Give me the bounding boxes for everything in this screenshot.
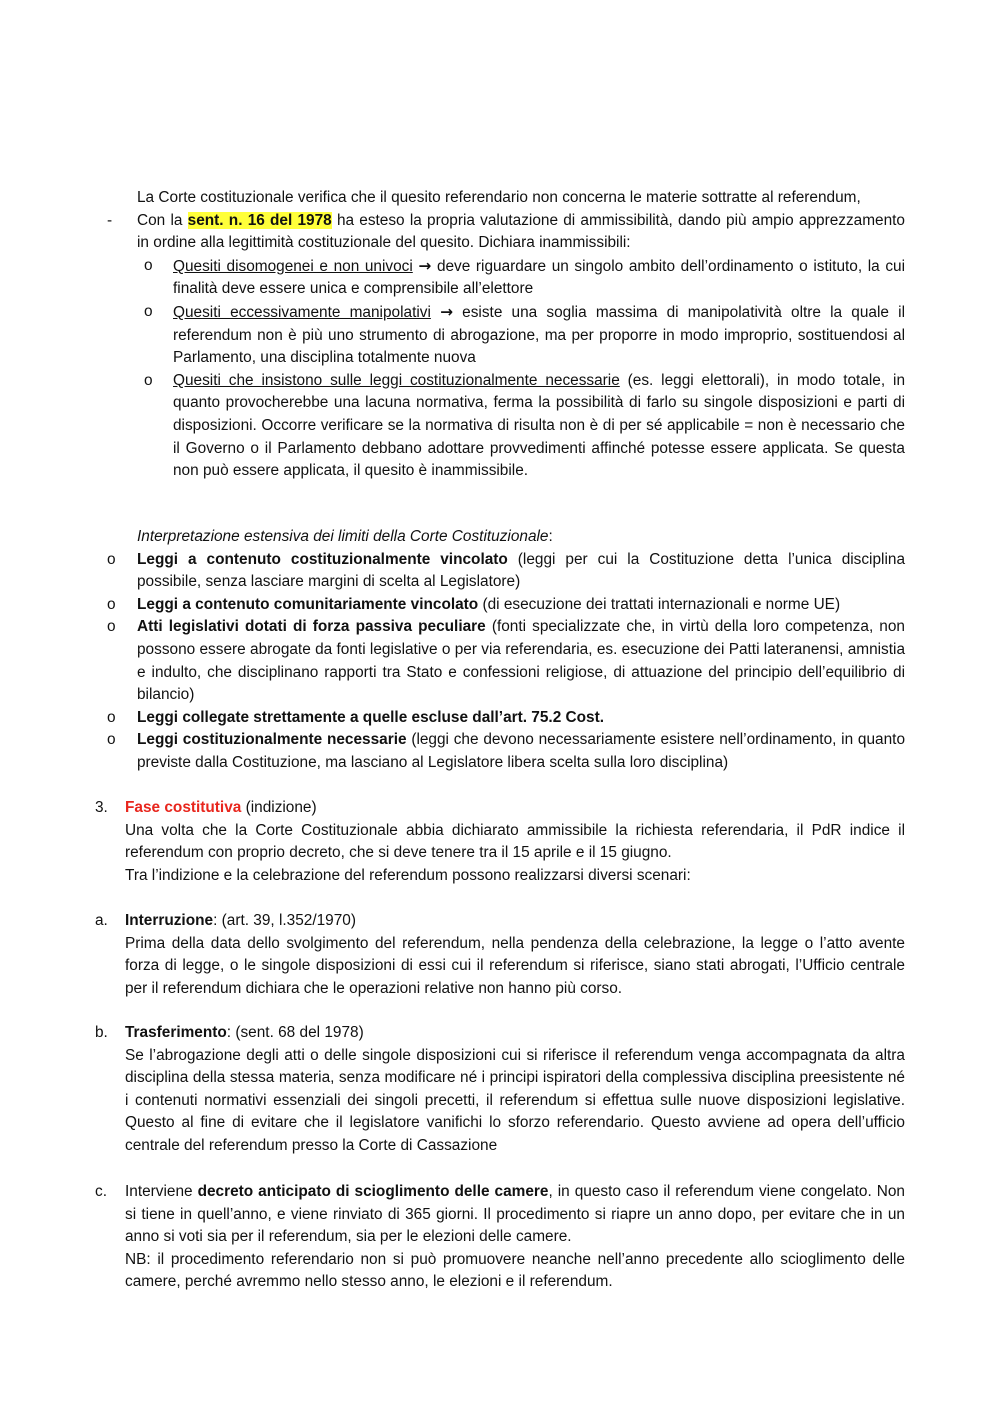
circle-bullet: o xyxy=(107,595,116,613)
scenario-text: Prima della data dello svolgimento del referendum, nella pendenza della celebrazione, la legge o l’atto avente forza di legge, o le singole disposizioni di essi cui il referendum si riferisce, siano stati abrogati, l’Ufficio centrale per il referendum dichiara che le operazioni relative non hanno più corso. xyxy=(125,934,905,997)
list-item-limite: o Leggi a contenuto costituzionalmente vincolato (leggi per cui la Costituzione detta l’unica disciplina possibile, senza lasciare margini di scelta al Legislatore) xyxy=(107,550,905,591)
scenario-text: Se l’abrogazione degli atti o delle singole disposizioni cui si riferisce il referendum venga accompagnata da altra disciplina della stessa materia, senza modificare né i principi ispiratori della complessiva disciplina preesistente né i contenuti normativi essenziali dei singoli precetti, il referendum si effettua sulle nuove disposizioni legislative. Questo al fine di evitare che il legislatore vanifichi lo sforzo referendario. Questo avviene ad opera dell’ufficio centrale del referendum presso la Corte di Cassazione xyxy=(125,1046,905,1154)
list-item-quesito: o Quesiti disomogenei e non univoci → deve riguardare un singolo ambito dell’ordinamento o istituto, la cui finalità deve essere unica e comprensibile all’elettore xyxy=(144,256,905,298)
dash-bullet: - xyxy=(107,211,113,229)
circle-bullet: o xyxy=(144,256,153,274)
scenario-trasferimento xyxy=(0,1022,1000,1158)
scenario-letter: b. xyxy=(95,1024,108,1041)
list-item-quesito: o Quesiti eccessivamente manipolativi → esiste una soglia massima di manipolatività oltre la quale il referendum non è più uno strumento di abrogazione, ma per proporre in modo improprio, sostituendosi al Parlamento, una disciplina totalmente nuova xyxy=(144,302,905,367)
list-item-sentenza: - Con la sent. n. 16 del 1978 ha esteso la propria valutazione di ammissibilità, dando più ampio apprezzamento in ordine alla legittimità costituzionale del quesito. Dichiara inammissibili: xyxy=(107,211,905,252)
circle-bullet: o xyxy=(107,618,116,636)
estensiva-section xyxy=(0,526,1000,775)
fase-paragraph: Tra l’indizione e la celebrazione del referendum possono realizzarsi diversi scenari: xyxy=(125,866,691,884)
section-number: 3. xyxy=(95,799,108,816)
circle-bullet: o xyxy=(107,731,116,749)
scenario-interruzione xyxy=(0,910,1000,1000)
scenario-heading: b. Trasferimento: (sent. 68 del 1978) xyxy=(125,1022,905,1045)
scenario-text: c. Interviene decreto anticipato di scioglimento delle camere, in questo caso il referendum viene congelato. Non si tiene in quell’anno, e viene rinviato di 365 giorni. Il procedimento si riapre un anno dopo, per evitare che in un anno si voti sia per il referendum, sia per le elezioni delle camere. xyxy=(95,1183,905,1246)
list-item-limite: o Atti legislativi dotati di forza passiva peculiare (fonti specializzate che, in virtù della loro competenza, non possono essere abrogate da fonti legislative o per via referendaria, es. esecuzione dei Patti lateranensi, amnistia e indulto, che disciplinano rapporti tra Stato e confessioni religiose, di attuazione del principio dell’equilibrio di bilancio) xyxy=(107,618,905,704)
list-item-limite: o Leggi collegate strettamente a quelle escluse dall’art. 75.2 Cost. xyxy=(137,707,905,730)
list-item-limite: o Leggi a contenuto comunitariamente vincolato (di esecuzione dei trattati internazionali e norme UE) xyxy=(137,594,905,617)
circle-bullet: o xyxy=(107,550,116,568)
arrow-right-icon: → xyxy=(418,256,432,275)
scenario-letter: c. xyxy=(95,1183,107,1200)
list-item-limite: o Leggi costituzionalmente necessarie (leggi che devono necessariamente esistere nell’ordinamento, in quanto previste dalla Costituzione, ma lasciano al Legislatore libera scelta sulla loro disciplina) xyxy=(107,731,906,771)
arrow-right-icon: → xyxy=(440,302,453,321)
fase-costitutiva-section xyxy=(0,797,1000,887)
nota-bene: NB: il procedimento referendario non si può promuovere neanche nell’anno precedente allo scioglimento delle camere, perché avremmo nello stesso anno, le elezioni e il referendum. xyxy=(125,1250,905,1291)
scenario-letter: a. xyxy=(95,912,108,929)
circle-bullet: o xyxy=(144,302,153,320)
list-item-quesito: o Quesiti che insistono sulle leggi costituzionalmente necessarie (es. leggi elettorali), in modo totale, in quanto provocherebbe una lacuna normativa, ferma la possibilità di farlo su singole disposizioni e parti di disposizioni. Occorre verificare se la normativa di risulta non è di per sé applicabile = non è necessario che il Governo o il Parlamento debbano adottare provvedimenti affinché potesse essere applicata. Se questa non può essere applicata, il quesito è inammissibile. xyxy=(144,371,905,480)
scenario-heading: a. Interruzione: (art. 39, l.352/1970) xyxy=(125,910,905,933)
fase-title: Fase costitutiva xyxy=(125,799,242,816)
circle-bullet: o xyxy=(144,371,153,389)
fase-heading: 3. Fase costitutiva (indizione) xyxy=(125,797,905,820)
estensiva-heading: Interpretazione estensiva dei limiti della Corte Costituzionale: xyxy=(137,528,553,545)
ammissibilita-section xyxy=(0,187,1000,483)
scenario-scioglimento xyxy=(0,1181,1000,1294)
fase-paragraph: Una volta che la Corte Costituzionale abbia dichiarato ammissibile la richiesta referendaria, il PdR indice il referendum con proprio decreto, che si deve tenere tra il 15 aprile e il 15 giugno. xyxy=(125,821,905,862)
sentence-highlight: sent. n. 16 del 1978 xyxy=(187,211,332,229)
circle-bullet: o xyxy=(107,708,116,726)
paragraph-corte-verifica: La Corte costituzionale verifica che il quesito referendario non concerna le materie sottratte al referendum, xyxy=(137,189,861,206)
